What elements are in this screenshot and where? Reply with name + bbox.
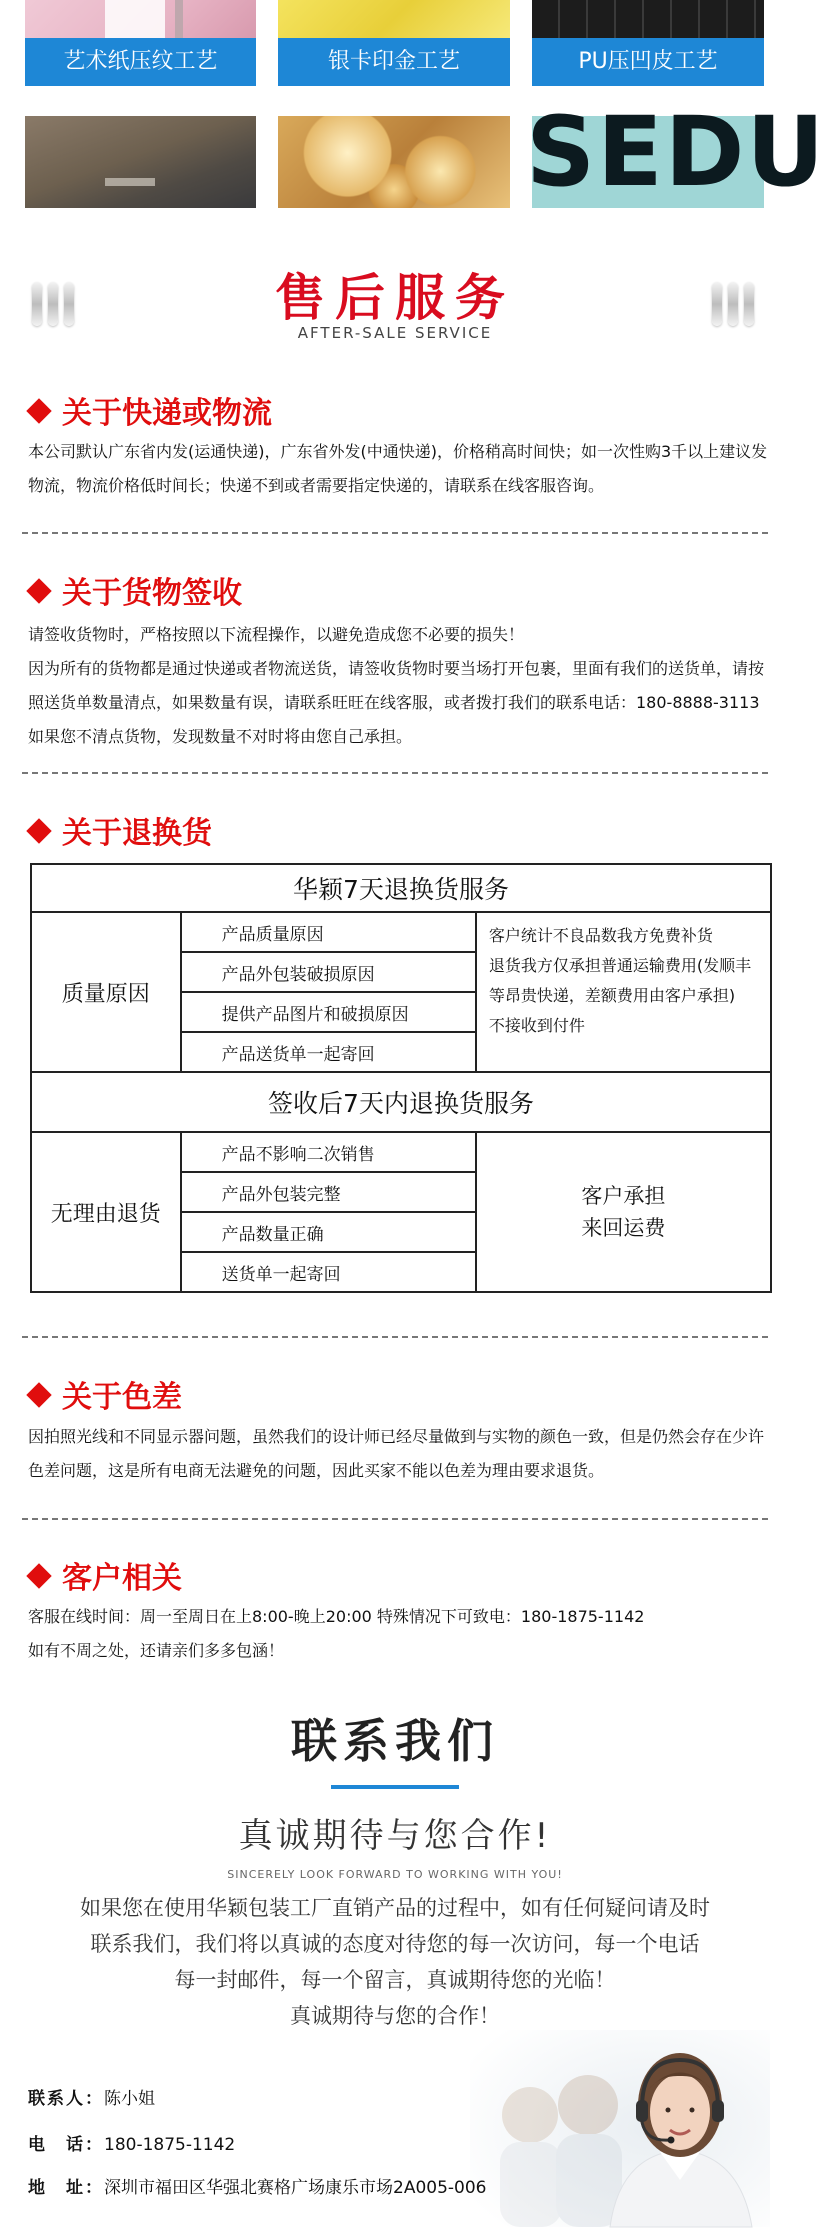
contact-tagline: 真诚期待与您合作! bbox=[238, 1816, 552, 1856]
quality-note-2: 退货我方仅承担普通运输费用(发顺丰等昂贵快递，差额费用由客户承担) bbox=[488, 956, 752, 1005]
divider bbox=[22, 532, 768, 534]
signing-line-2: 因为所有的货物都是通过快递或者物流送货，请签收货物时要当场打开包裹，里面有我们的送货单，请按照送货单数量清点，如果数量有误，请联系旺旺在线客服，或者拨打我们的联系电话：180-8888-3113 如果您不清点货物，发现数量不对时将由您自己承担。 bbox=[28, 659, 765, 746]
contact-msg-2: 联系我们，我们将以真诚的态度对待您的每一次访问，每一个电话 bbox=[90, 1932, 700, 1956]
divider bbox=[22, 1518, 768, 1520]
returns-header-after-sign: 签收后7天内退换货服务 bbox=[31, 1072, 771, 1132]
caption-silver-card: 银卡印金工艺 bbox=[278, 38, 510, 86]
teal-print-photo bbox=[526, 96, 826, 208]
agent-illustration bbox=[470, 2030, 770, 2227]
quality-label: 质量原因 bbox=[31, 912, 181, 1072]
noreason-note-1: 客户承担 bbox=[581, 1184, 666, 1208]
caption-art-paper: 艺术纸压纹工艺 bbox=[25, 38, 256, 86]
returns-table bbox=[30, 863, 772, 1293]
quality-note-3: 不接收到付件 bbox=[488, 1016, 585, 1035]
service-title: 售后服务 bbox=[275, 269, 515, 327]
silver-gold-photo bbox=[278, 0, 510, 38]
noreason-label: 无理由退货 bbox=[31, 1132, 181, 1292]
pu-leather-photo bbox=[532, 0, 764, 38]
caption-pu-leather: PU压凹皮工艺 bbox=[532, 38, 764, 86]
contact-person-row bbox=[28, 2084, 155, 2109]
quality-note-1: 客户统计不良品数我方免费补货 bbox=[488, 926, 713, 945]
contact-msg-4: 真诚期待与您的合作！ bbox=[290, 2004, 500, 2028]
paper-emboss-photo bbox=[25, 0, 256, 38]
contact-address: 深圳市福田区华强北赛格广场康乐市场2A005-006 bbox=[104, 2178, 487, 2198]
returns-header-7day: 华颖7天退换货服务 bbox=[31, 864, 771, 912]
customer-line-1: 客服在线时间：周一至周日在上8:00-晚上20:00 特殊情况下可致电：180-1875-1142 bbox=[28, 1607, 645, 1626]
contact-underline bbox=[331, 1785, 459, 1789]
contact-address-label: 地 址： bbox=[28, 2178, 104, 2198]
contact-person-label: 联系人： bbox=[28, 2089, 104, 2109]
color-heading: 关于色差 bbox=[28, 1372, 182, 1416]
express-heading: 关于快递或物流 bbox=[28, 388, 272, 432]
contact-phone[interactable]: 180-1875-1142 bbox=[104, 2135, 236, 2155]
noreason-item: 产品数量正确 bbox=[181, 1212, 476, 1252]
gold-glitter-photo bbox=[278, 116, 510, 208]
noreason-item: 送货单一起寄回 bbox=[181, 1252, 476, 1292]
quality-item: 产品送货单一起寄回 bbox=[181, 1032, 476, 1072]
contact-person: 陈小姐 bbox=[104, 2089, 155, 2109]
noreason-note-2: 来回运费 bbox=[581, 1216, 666, 1240]
quality-note bbox=[476, 912, 771, 1072]
diamond-icon bbox=[26, 1563, 51, 1588]
diamond-icon bbox=[26, 818, 51, 843]
quality-item: 提供产品图片和破损原因 bbox=[181, 992, 476, 1032]
contact-message bbox=[0, 1890, 790, 2034]
contact-phone-label: 电 话： bbox=[28, 2135, 104, 2155]
contact-msg-3: 每一封邮件，每一个留言，真诚期待您的光临！ bbox=[174, 1968, 616, 1992]
contact-address-row bbox=[28, 2173, 486, 2198]
signing-heading: 关于货物签收 bbox=[28, 568, 242, 612]
contact-phone-row bbox=[28, 2130, 235, 2155]
noreason-note bbox=[476, 1132, 771, 1292]
returns-heading: 关于退换货 bbox=[28, 808, 212, 852]
quality-item: 产品外包装破损原因 bbox=[181, 952, 476, 992]
divider bbox=[22, 1336, 768, 1338]
customer-service-photo bbox=[470, 2030, 770, 2227]
express-text: 本公司默认广东省内发(运通快递)，广东省外发(中通快递)，价格稍高时间快；如一次性购3千以上建议发物流，物流价格低时间长；快递不到或者需要指定快递的，请联系在线客服咨询。 bbox=[28, 442, 768, 495]
diamond-icon bbox=[26, 578, 51, 603]
signing-text bbox=[28, 618, 768, 754]
service-subtitle: AFTER-SALE SERVICE bbox=[297, 324, 493, 342]
contact-tagline-en: SINCERELY LOOK FORWARD TO WORKING WITH YOU! bbox=[227, 1868, 563, 1881]
photo-letters: SEDU bbox=[526, 96, 826, 208]
contact-msg-1: 如果您在使用华颖包装工厂直销产品的过程中，如有任何疑问请及时 bbox=[80, 1896, 710, 1920]
divider bbox=[22, 772, 768, 774]
customer-heading: 客户相关 bbox=[28, 1553, 182, 1597]
contact-title: 联系我们 bbox=[291, 1714, 499, 1768]
noreason-item: 产品不影响二次销售 bbox=[181, 1132, 476, 1172]
quality-item: 产品质量原因 bbox=[181, 912, 476, 952]
color-text: 因拍照光线和不同显示器问题，虽然我们的设计师已经尽量做到与实物的颜色一致，但是仍然会存在少许色差问题，这是所有电商无法避免的问题，因此买家不能以色差为理由要求退货。 bbox=[28, 1427, 765, 1480]
dark-box-photo bbox=[25, 116, 256, 208]
noreason-item: 产品外包装完整 bbox=[181, 1172, 476, 1212]
customer-line-2: 如有不周之处，还请亲们多多包涵！ bbox=[28, 1641, 285, 1660]
diamond-icon bbox=[26, 1382, 51, 1407]
diamond-icon bbox=[26, 398, 51, 423]
customer-text bbox=[28, 1600, 768, 1668]
signing-line-1: 请签收货物时，严格按照以下流程操作，以避免造成您不必要的损失！ bbox=[28, 625, 525, 644]
